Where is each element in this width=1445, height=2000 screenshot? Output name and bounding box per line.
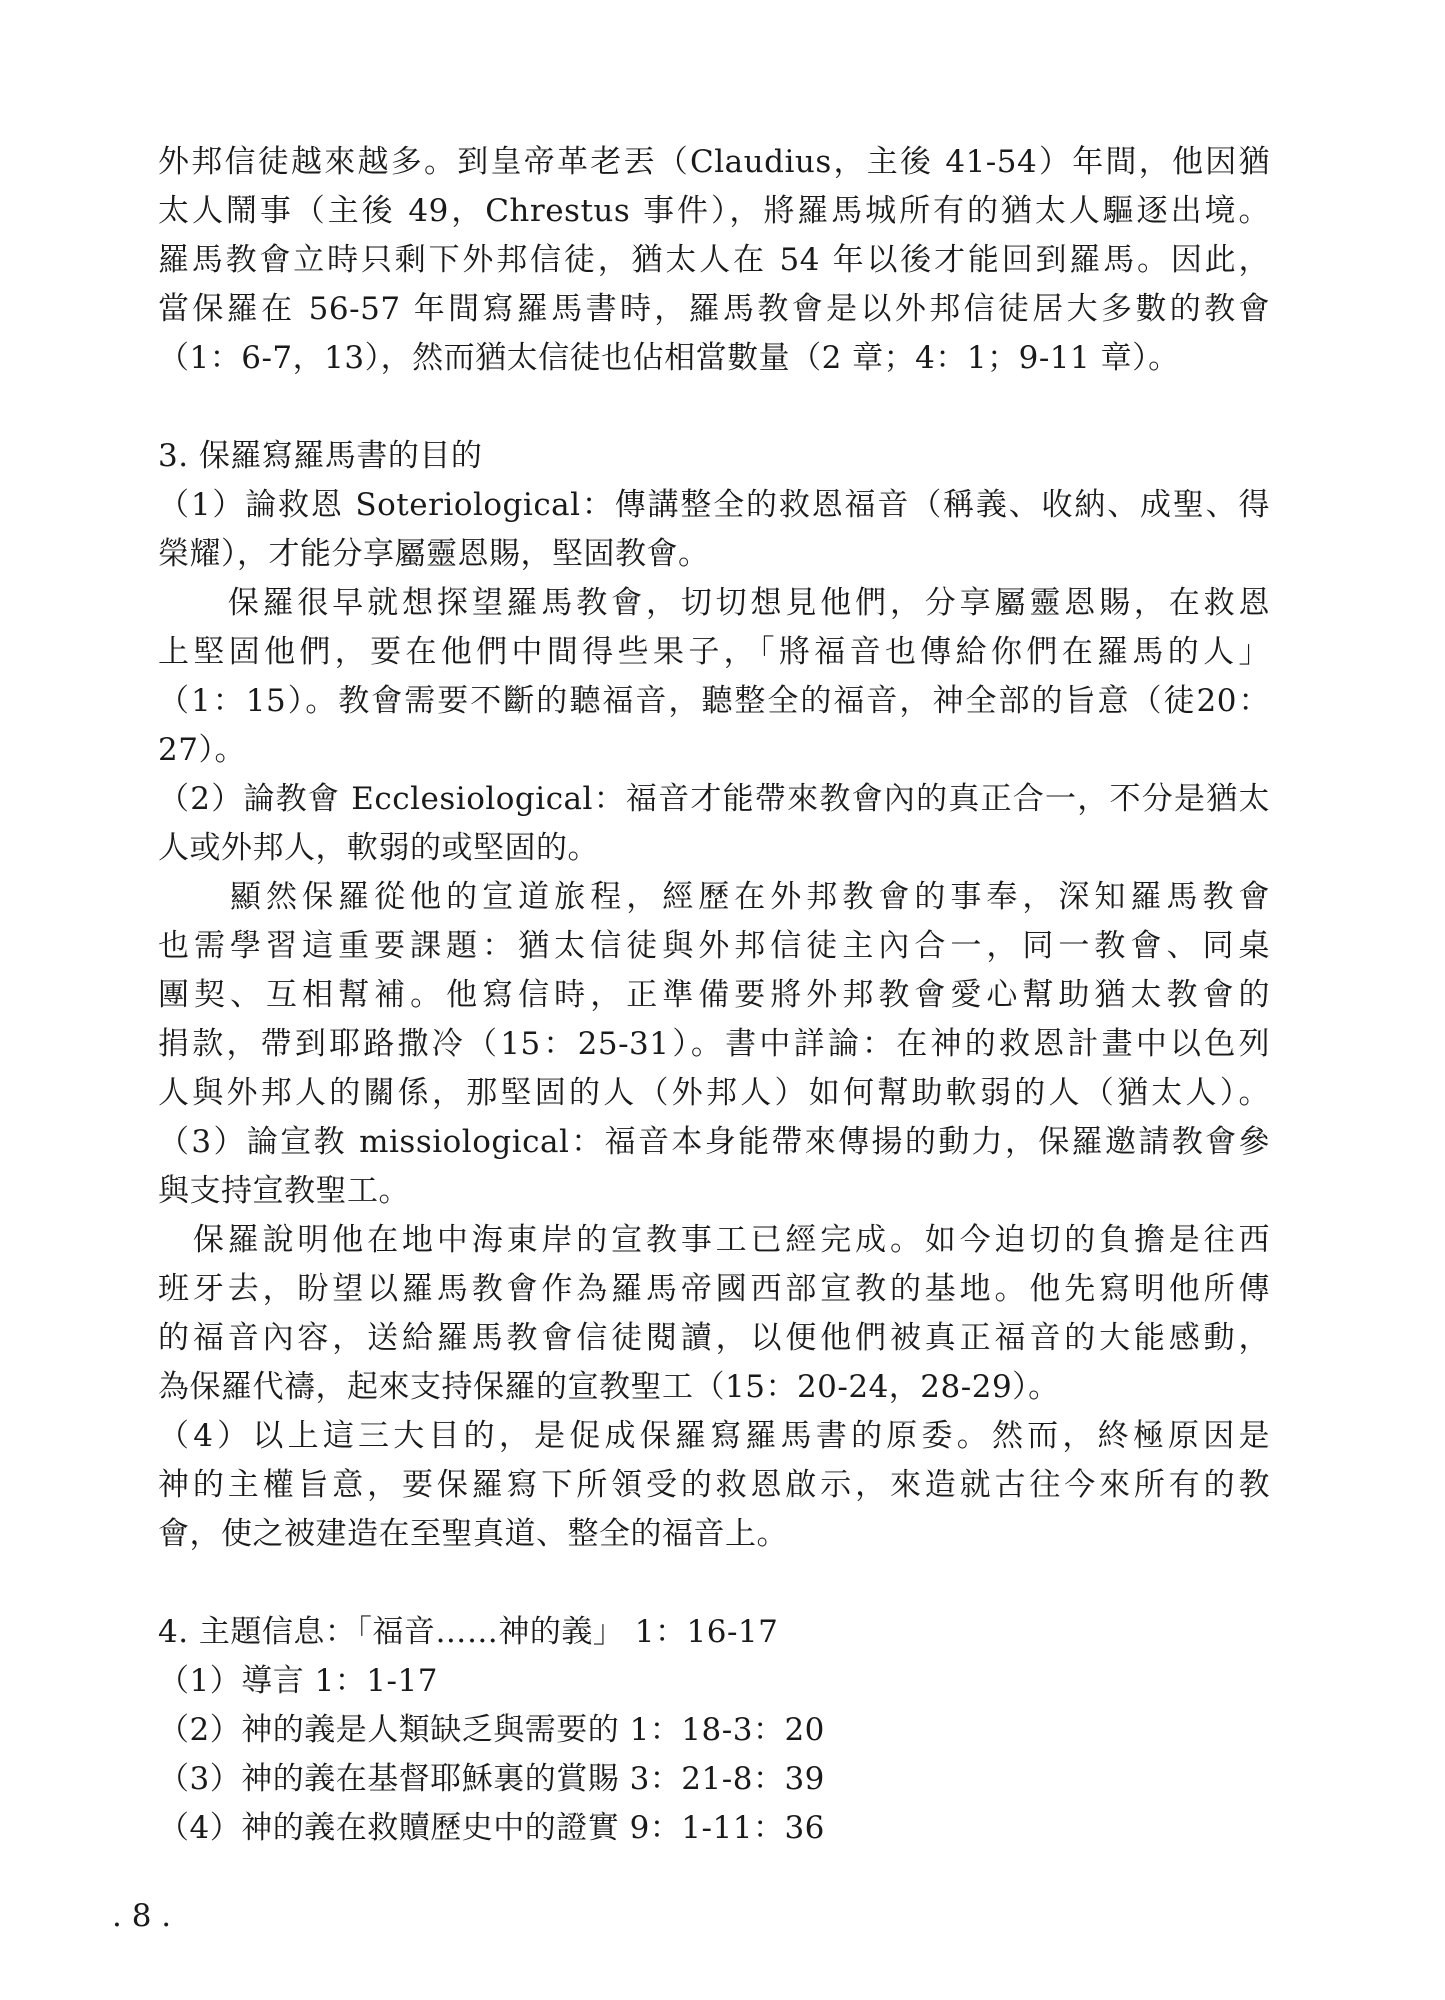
section-4 [158,1608,1270,1853]
text-line: 神的主權旨意，要保羅寫下所領受的救恩啟示，來造就古往今來所有的教 [158,1467,1270,1503]
outline-item: （1）導言 1：1-17 [158,1663,438,1699]
text-line: （1：15）。教會需要不斷的聽福音，聽整全的福音，神全部的旨意（徒20： [158,683,1270,719]
text-line: （4）以上這三大目的，是促成保羅寫羅馬書的原委。然而，終極原因是 [158,1418,1270,1454]
text-line: 27）。 [158,732,246,768]
outline-item: （3）神的義在基督耶穌裏的賞賜 3：21-8：39 [158,1761,825,1797]
text-line: 上堅固他們，要在他們中間得些果子，「將福音也傳給你們在羅馬的人」 [158,634,1270,670]
page-body [158,138,1270,1853]
text-line: 人與外邦人的關係，那堅固的人（外邦人）如何幫助軟弱的人（猶太人）。 [158,1075,1270,1111]
text-line: 會，使之被建造在至聖真道、整全的福音上。 [158,1516,788,1552]
text-line: 顯然保羅從他的宣道旅程，經歷在外邦教會的事奉，深知羅馬教會 [158,879,1270,915]
section-heading: 4. 主題信息：「福音……神的義」 1：16-17 [158,1614,779,1650]
text-line: 太人鬧事（主後 49，Chrestus 事件），將羅馬城所有的猶太人驅逐出境。 [158,193,1270,229]
text-line: 外邦信徒越來越多。到皇帝革老丟（Claudius，主後 41-54）年間，他因猶 [158,144,1270,180]
spacer [158,383,1270,432]
text-line: （3）論宣教 missiological：福音本身能帶來傳揚的動力，保羅邀請教會參 [158,1124,1270,1160]
outline-item: （4）神的義在救贖歷史中的證實 9：1-11：36 [158,1810,825,1846]
text-line: 當保羅在 56-57 年間寫羅馬書時，羅馬教會是以外邦信徒居大多數的教會 [158,291,1270,327]
text-line: 的福音內容，送給羅馬教會信徒閱讀，以便他們被真正福音的大能感動， [158,1320,1270,1356]
text-line: （1）論救恩 Soteriological：傳講整全的救恩福音（稱義、收納、成聖、得 [158,487,1270,523]
text-line: 保羅很早就想探望羅馬教會，切切想見他們，分享屬靈恩賜，在救恩 [158,585,1270,621]
text-line: （2）論教會 Ecclesiological：福音才能帶來教會內的真正合一，不分是猶太 [158,781,1270,817]
page-number: . 8 . [112,1898,172,1934]
text-line: 為保羅代禱，起來支持保羅的宣教聖工（15：20-24，28-29）。 [158,1369,1060,1405]
text-line: （1：6-7，13），然而猶太信徒也佔相當數量（2 章；4：1；9-11 章）。 [158,340,1180,376]
text-line: 榮耀），才能分享屬靈恩賜，堅固教會。 [158,536,710,572]
text-line: 班牙去，盼望以羅馬教會作為羅馬帝國西部宣教的基地。他先寫明他所傳 [158,1271,1270,1307]
text-line: 保羅說明他在地中海東岸的宣教事工已經完成。如今迫切的負擔是往西 [158,1222,1270,1258]
text-line: 也需學習這重要課題：猶太信徒與外邦信徒主內合一，同一教會、同桌 [158,928,1270,964]
spacer [158,1559,1270,1608]
text-line: 團契、互相幫補。他寫信時，正準備要將外邦教會愛心幫助猶太教會的 [158,977,1270,1013]
text-line: 人或外邦人，軟弱的或堅固的。 [158,830,599,866]
intro-paragraph [158,138,1270,383]
text-line: 羅馬教會立時只剩下外邦信徒，猶太人在 54 年以後才能回到羅馬。因此， [158,242,1270,278]
section-heading: 3. 保羅寫羅馬書的目的 [158,438,483,474]
outline-item: （2）神的義是人類缺乏與需要的 1：18-3：20 [158,1712,825,1748]
text-line: 與支持宣教聖工。 [158,1173,410,1209]
section-3 [158,432,1270,1559]
text-line: 捐款，帶到耶路撒冷（15：25-31）。書中詳論：在神的救恩計畫中以色列 [158,1026,1270,1062]
